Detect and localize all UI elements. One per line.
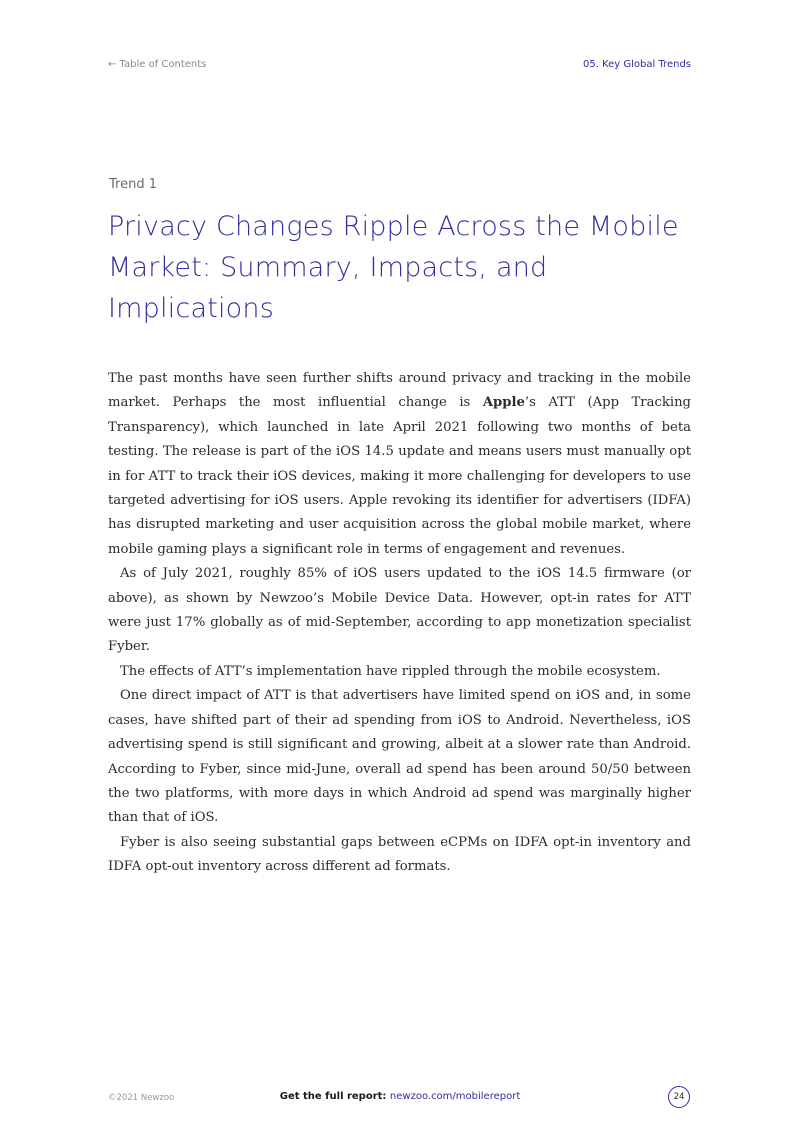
paragraph-5: Fyber is also seeing substantial gaps between eCPMs on IDFA opt-in inventory and IDFA opt-out inventory across different ad formats. [108, 834, 691, 875]
copyright: ©2021 Newzoo [108, 1093, 175, 1103]
page-title: Privacy Changes Ripple Across the Mobile Market: Summary, Impacts, and Implications [108, 211, 679, 324]
table-of-contents-link[interactable]: ← Table of Contents [108, 59, 207, 70]
apple-bold-term: Apple [482, 395, 525, 411]
trend-label: Trend 1 [109, 177, 157, 192]
section-title[interactable]: 05. Key Global Trends [582, 59, 691, 70]
page-number: 24 [668, 1086, 690, 1108]
paragraph-4: One direct impact of ATT is that advertisers have limited spend on iOS and, in some cases, have shifted part of their ad spending from iOS to Android. Nevertheless, iOS advertising spend is still significant and growing, albeit at a slower rate than Android. According to Fyber, since mid-June, overall ad spend has been around 50/50 between the two platforms, with more days in which Android ad spend was marginally higher than that of iOS. [108, 688, 691, 826]
article-body [108, 367, 691, 880]
paragraph-2: As of July 2021, roughly 85% of iOS users updated to the iOS 14.5 firmware (or above), as shown by Newzoo’s Mobile Device Data. However, opt-in rates for ATT were just 17% globally as of mid-September, according to app monetization specialist Fyber. [108, 566, 691, 655]
paragraph-3: The effects of ATT’s implementation have rippled through the mobile ecosystem. [120, 663, 661, 679]
report-cta: Get the full report: newzoo.com/mobilereport [279, 1091, 521, 1102]
report-link[interactable]: newzoo.com/mobilereport [389, 1091, 521, 1102]
paragraph-1: The past months have seen further shifts around privacy and tracking in the mobile market. Perhaps the most influential change is Apple’s ATT (App Tracking Transparency), which launched in late April 2021 following two months of beta testing. The release is part of the iOS 14.5 update and means users must manually opt in for ATT to track their iOS devices, making it more challenging for developers to use targeted advertising for iOS users. Apple revoking its identifier for advertisers (IDFA) has disrupted marketing and user acquisition across the global mobile market, where mobile gaming plays a significant role in terms of engagement and revenues. [108, 371, 691, 557]
